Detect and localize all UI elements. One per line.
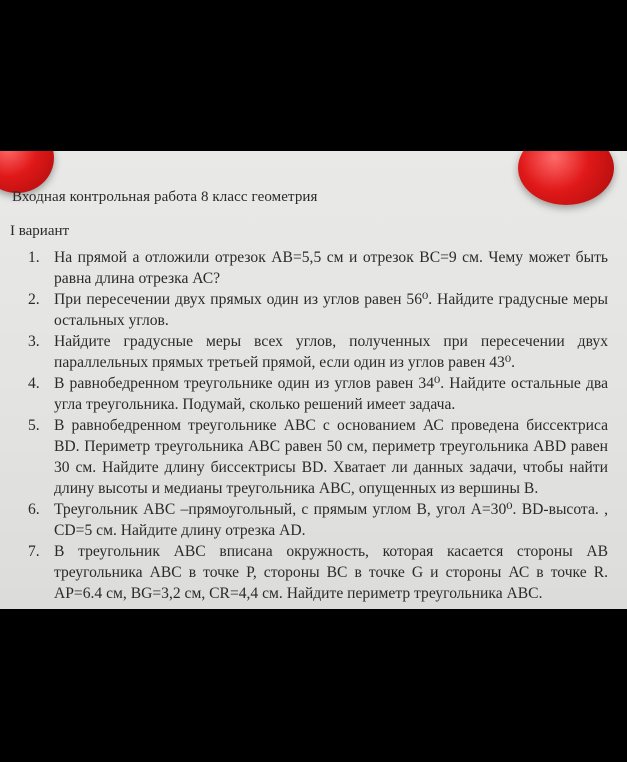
task-item-5 (20, 415, 608, 499)
task-number: 7. (28, 543, 40, 560)
task-item-4 (20, 373, 608, 415)
red-magnet-left (0, 151, 54, 193)
task-item-6 (20, 499, 608, 541)
task-number: 4. (28, 375, 40, 392)
task-number: 2. (28, 291, 40, 308)
variant-label: I вариант (10, 223, 70, 239)
task-text: При пересечении двух прямых один из углов равен 56⁰. Найдите градусные меры остальных углов. (54, 291, 608, 329)
worksheet-paper (0, 151, 627, 609)
task-list (20, 247, 608, 604)
task-item-3 (20, 331, 608, 373)
task-item-1 (20, 247, 608, 289)
task-text: В равнобедренном треугольнике один из углов равен 34⁰. Найдите остальные два угла треугольника. Подумай, сколько решений имеет задача. (54, 375, 608, 413)
task-text: В равнобедренном треугольнике АВС с основанием АС проведена биссектриса ВD. Периметр треугольника АВС равен 50 см, периметр треугольника АВD равен 30 см. Найдите длину биссектрисы ВD. Хватает ли данных задачи, чтобы найти длину высоты и медианы треугольника АВС, опущенных из вершины В. (54, 417, 608, 497)
task-text: В треугольник АВС вписана окружность, которая касается стороны АВ треугольника АВС в точке Р, стороны ВС в точке G и стороны АС в точке R. АР=6.4 см, BG=3,2 см, CR=4,4 см. Найдите периметр треугольника АВС. (54, 543, 608, 602)
task-text: Треугольник АВС –прямоугольный, с прямым углом В, угол А=30⁰. ВD-высота. , СD=5 см. Найдите длину отрезка АD. (54, 501, 608, 539)
task-number: 5. (28, 417, 40, 434)
task-item-2 (20, 289, 608, 331)
red-magnet-right (518, 151, 614, 205)
task-number: 3. (28, 333, 40, 350)
worksheet-heading: Входная контрольная работа 8 класс геометрия (12, 189, 318, 205)
task-text: Найдите градусные меры всех углов, полученных при пересечении двух параллельных прямых третьей прямой, если один из углов равен 43⁰. (54, 333, 608, 371)
task-item-7 (20, 541, 608, 604)
task-number: 1. (28, 249, 40, 266)
task-text: На прямой а отложили отрезок АВ=5,5 см и отрезок ВС=9 см. Чему может быть равна длина отрезка АС? (54, 249, 608, 287)
task-number: 6. (28, 501, 40, 518)
